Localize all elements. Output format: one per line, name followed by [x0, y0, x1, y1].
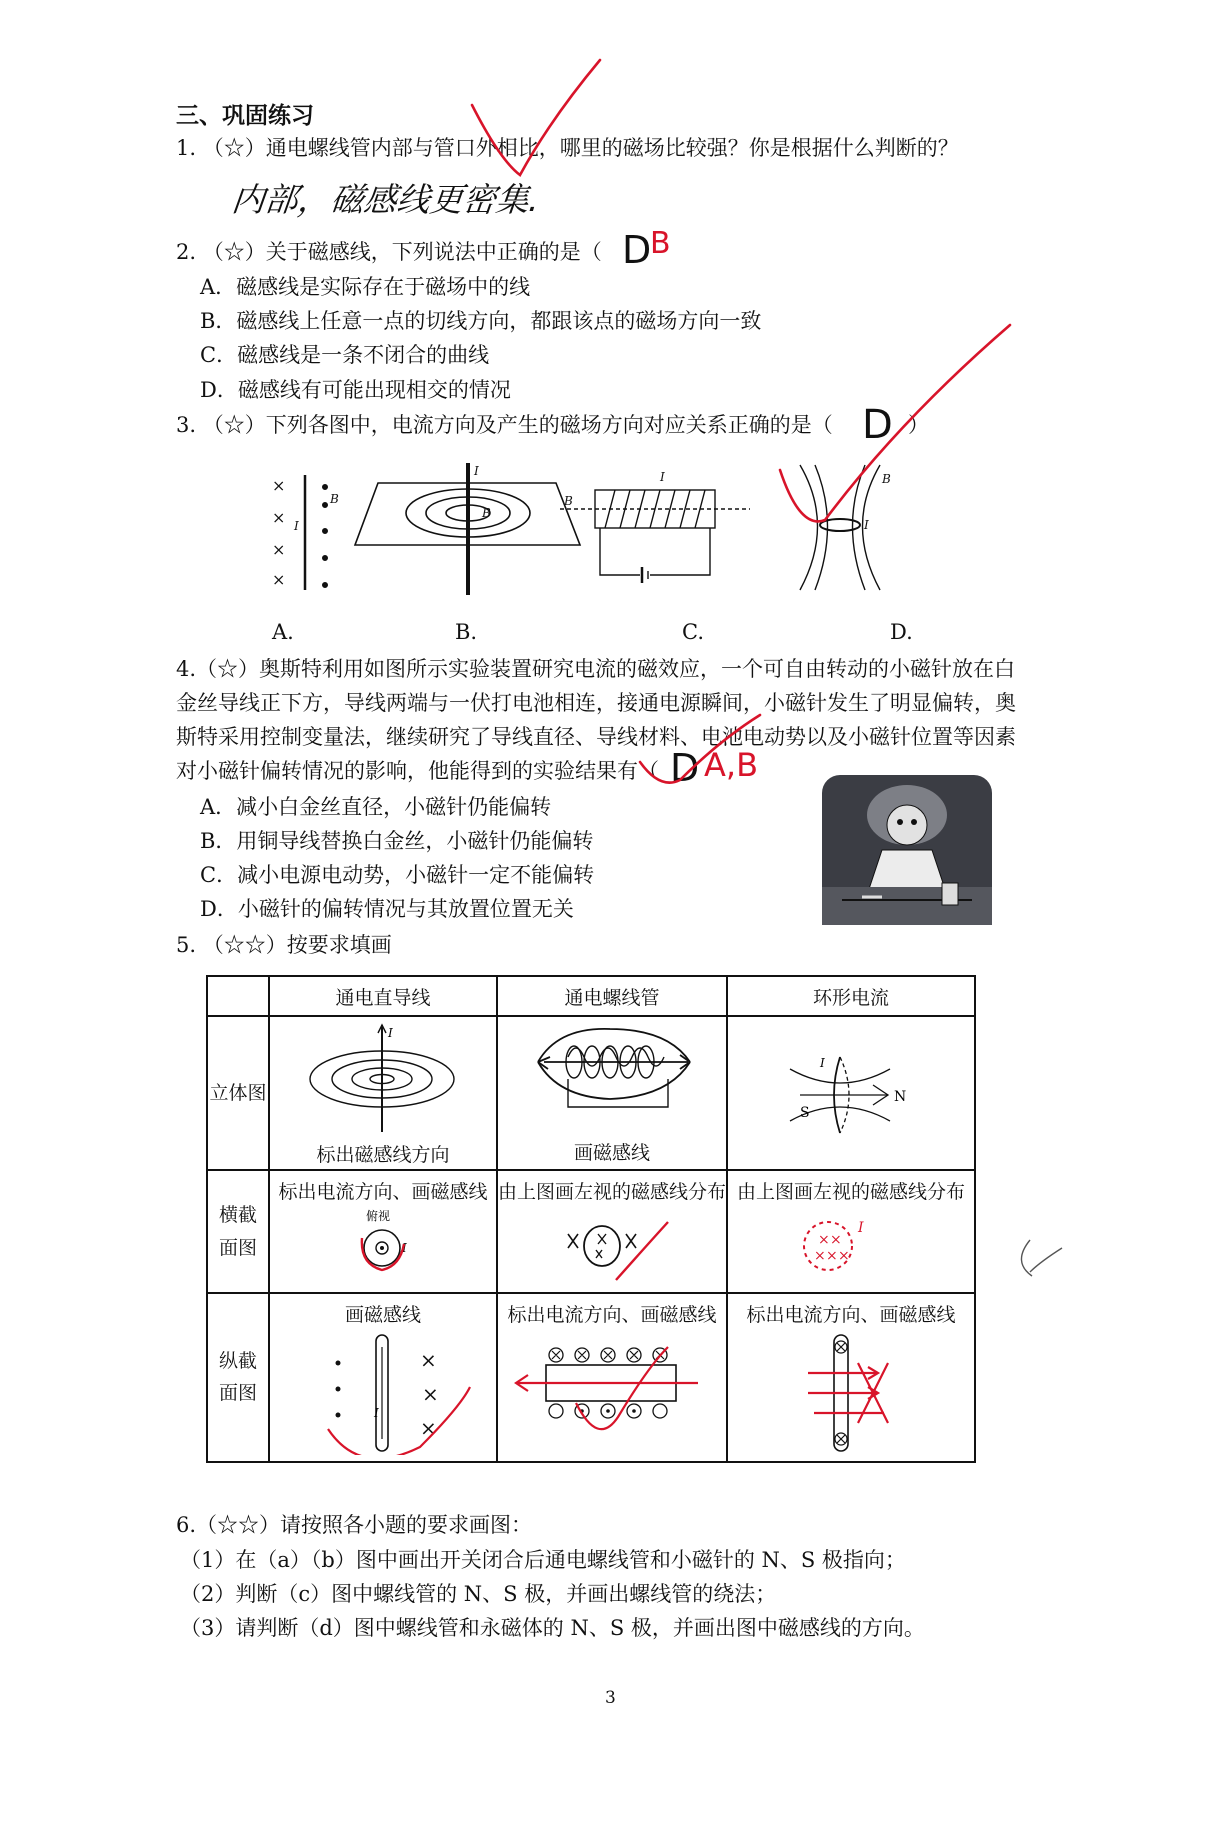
cell-3d-ring[interactable]: [727, 1016, 975, 1170]
svg-text:×: ×: [818, 1232, 830, 1249]
question-2: [176, 242, 602, 263]
caption-mark-direction: 标出磁感线方向: [316, 1144, 450, 1167]
q3-handwritten-answer: D: [862, 402, 893, 448]
svg-text:I: I: [864, 518, 869, 532]
caption-draw-lines-2: 画磁感线: [344, 1303, 421, 1326]
question-number: 5.: [176, 933, 197, 957]
cell-long-wire[interactable]: [269, 1293, 497, 1462]
margin-pencil-mark: [1021, 1240, 1062, 1276]
q3-figures: [260, 455, 1040, 600]
ring-cross-figure: [728, 1204, 974, 1284]
solenoid-cross-figure: [498, 1204, 724, 1284]
q3-label-b: B.: [455, 620, 478, 644]
svg-text:B: B: [482, 506, 491, 520]
svg-text:×: ×: [272, 508, 286, 527]
page-number: 3: [605, 1688, 616, 1708]
svg-text:×: ×: [272, 540, 286, 559]
svg-text:I: I: [373, 1405, 379, 1420]
oersted-illustration: [822, 775, 992, 925]
row-head-3d: 立体图: [207, 1016, 269, 1170]
q5-table: [206, 975, 976, 1463]
q4-line-2: 金丝导线正下方，导线两端与一伏打电池相连，接通电源瞬间，小磁针发生了明显偏转，奥: [176, 691, 1016, 715]
svg-text:×: ×: [419, 1415, 437, 1440]
wire-3d-figure: [270, 1017, 496, 1135]
svg-text:×: ×: [272, 476, 286, 495]
q3-label-d: D.: [890, 620, 913, 644]
cell-3d-wire[interactable]: [269, 1016, 497, 1170]
wire-long-figure: [270, 1327, 496, 1455]
svg-text:×: ×: [838, 1248, 850, 1265]
cell-cross-solenoid[interactable]: [497, 1170, 727, 1293]
svg-text:俯视: 俯视: [365, 1209, 390, 1224]
q3-label-a: A.: [272, 620, 294, 644]
svg-text:×: ×: [830, 1232, 842, 1249]
question-1: [176, 138, 959, 159]
caption-draw-lines: 画磁感线: [573, 1142, 650, 1165]
question-text: （☆）关于磁感线，下列说法中正确的是（: [202, 240, 602, 264]
question-5: [176, 935, 392, 956]
q4-line-4: 对小磁针偏转情况的影响，他能得到的实验结果有（: [176, 759, 659, 783]
svg-text:×: ×: [421, 1381, 439, 1406]
q6-line-3: （2）判断（c）图中螺线管的 N、S 极，并画出螺线管的绕法；: [180, 1582, 777, 1606]
q2-option-d: D．磁感线有可能出现相交的情况: [200, 378, 511, 402]
figure-d: [800, 465, 891, 590]
question-number: 3.: [176, 413, 197, 437]
q3-label-c: C.: [682, 620, 704, 644]
label-b: B: [330, 492, 339, 506]
q3-close-paren: ）: [908, 413, 929, 437]
q2-handwritten-answer: D: [622, 228, 652, 272]
cell-long-ring[interactable]: [727, 1293, 975, 1462]
svg-text:B: B: [882, 472, 891, 486]
cell-cross-wire[interactable]: [269, 1170, 497, 1293]
caption-left-view-1: 由上图画左视的磁感线分布: [497, 1181, 726, 1204]
caption-current-lines-3: 标出电流方向、画磁感线: [746, 1303, 956, 1326]
solenoid-long-figure: [498, 1327, 724, 1455]
q4-handwritten-answer: D: [670, 746, 700, 790]
svg-text:×: ×: [272, 570, 286, 589]
q4-line-1: 4.（☆）奥斯特利用如图所示实验装置研究电流的磁效应，一个可自由转动的小磁针放在白: [176, 657, 1016, 681]
svg-text:×: ×: [419, 1347, 437, 1372]
col-header-solenoid: 通电螺线管: [497, 976, 727, 1016]
svg-text:I: I: [820, 1056, 825, 1071]
svg-text:B: B: [564, 494, 573, 508]
wire-cross-figure: [270, 1204, 496, 1284]
question-text: （☆）下列各图中，电流方向及产生的磁场方向对应关系正确的是（: [202, 413, 833, 437]
col-header-ring-current: 环形电流: [727, 976, 975, 1016]
cell-cross-ring[interactable]: [727, 1170, 975, 1293]
q6-line-2: （1）在（a）（b）图中画出开关闭合后通电螺线管和小磁针的 N、S 极指向；: [180, 1548, 906, 1572]
question-text: （☆）通电螺线管内部与管口外相比，哪里的磁场比较强？你是根据什么判断的？: [202, 136, 959, 160]
svg-text:I: I: [474, 464, 479, 478]
caption-current-lines-2: 标出电流方向、画磁感线: [507, 1303, 717, 1326]
q4-option-b: B．用铜导线替换白金丝，小磁针仍能偏转: [200, 829, 594, 853]
solenoid-3d-figure: [498, 1017, 724, 1129]
q1-handwritten-answer: 内部，磁感线更密集.: [229, 180, 542, 219]
question-number: 2.: [176, 240, 197, 264]
svg-text:×: ×: [814, 1248, 826, 1265]
svg-text:S: S: [800, 1105, 810, 1122]
question-3: [176, 415, 833, 436]
svg-text:I: I: [387, 1026, 393, 1041]
q2-option-a: A．磁感线是实际存在于磁场中的线: [200, 275, 531, 299]
q4-option-c: C．减小电源电动势，小磁针一定不能偏转: [200, 863, 595, 887]
q4-option-a: A．减小白金丝直径，小磁针仍能偏转: [200, 795, 552, 819]
svg-text:I: I: [858, 1220, 864, 1237]
figure-b: [355, 463, 580, 595]
cell-long-solenoid[interactable]: [497, 1293, 727, 1462]
col-header-straight-wire: 通电直导线: [269, 976, 497, 1016]
caption-current-and-lines: 标出电流方向、画磁感线: [278, 1181, 488, 1204]
svg-text:N: N: [894, 1089, 907, 1106]
cell-3d-solenoid[interactable]: [497, 1016, 727, 1170]
q6-line-1: 6.（☆☆）请按照各小题的要求画图：: [176, 1513, 533, 1537]
svg-text:I: I: [660, 470, 665, 484]
row-head-cross-section: 横截 面图: [207, 1170, 269, 1293]
q2-option-c: C．磁感线是一条不闭合的曲线: [200, 343, 490, 367]
q4-line-3: 斯特采用控制变量法，继续研究了导线直径、导线材料、电池电动势以及小磁针位置等因素: [176, 725, 1016, 749]
row-head-long-section: 纵截 面图: [207, 1293, 269, 1462]
question-number: 1.: [176, 136, 197, 160]
q2-option-b: B．磁感线上任意一点的切线方向，都跟该点的磁场方向一致: [200, 309, 762, 333]
question-text: （☆☆）按要求填画: [202, 933, 392, 957]
ring-long-figure: [728, 1327, 974, 1455]
q6-line-4: （3）请判断（d）图中螺线管和永磁体的 N、S 极，并画出图中磁感线的方向。: [180, 1616, 925, 1640]
q4-red-correction: A,B: [704, 746, 759, 784]
q2-red-correction: B: [650, 226, 671, 261]
label-i: I: [294, 519, 299, 533]
svg-text:×: ×: [826, 1248, 838, 1265]
figure-c: [560, 470, 750, 583]
q4-option-d: D．小磁针的偏转情况与其放置位置无关: [200, 897, 574, 921]
section-title: 三、巩固练习: [176, 102, 314, 129]
corner-cell: [207, 976, 269, 1016]
figure-a: [272, 475, 339, 590]
ring-3d-figure: [728, 1017, 974, 1163]
svg-text:I: I: [401, 1241, 407, 1256]
caption-left-view-2: 由上图画左视的磁感线分布: [736, 1181, 965, 1204]
